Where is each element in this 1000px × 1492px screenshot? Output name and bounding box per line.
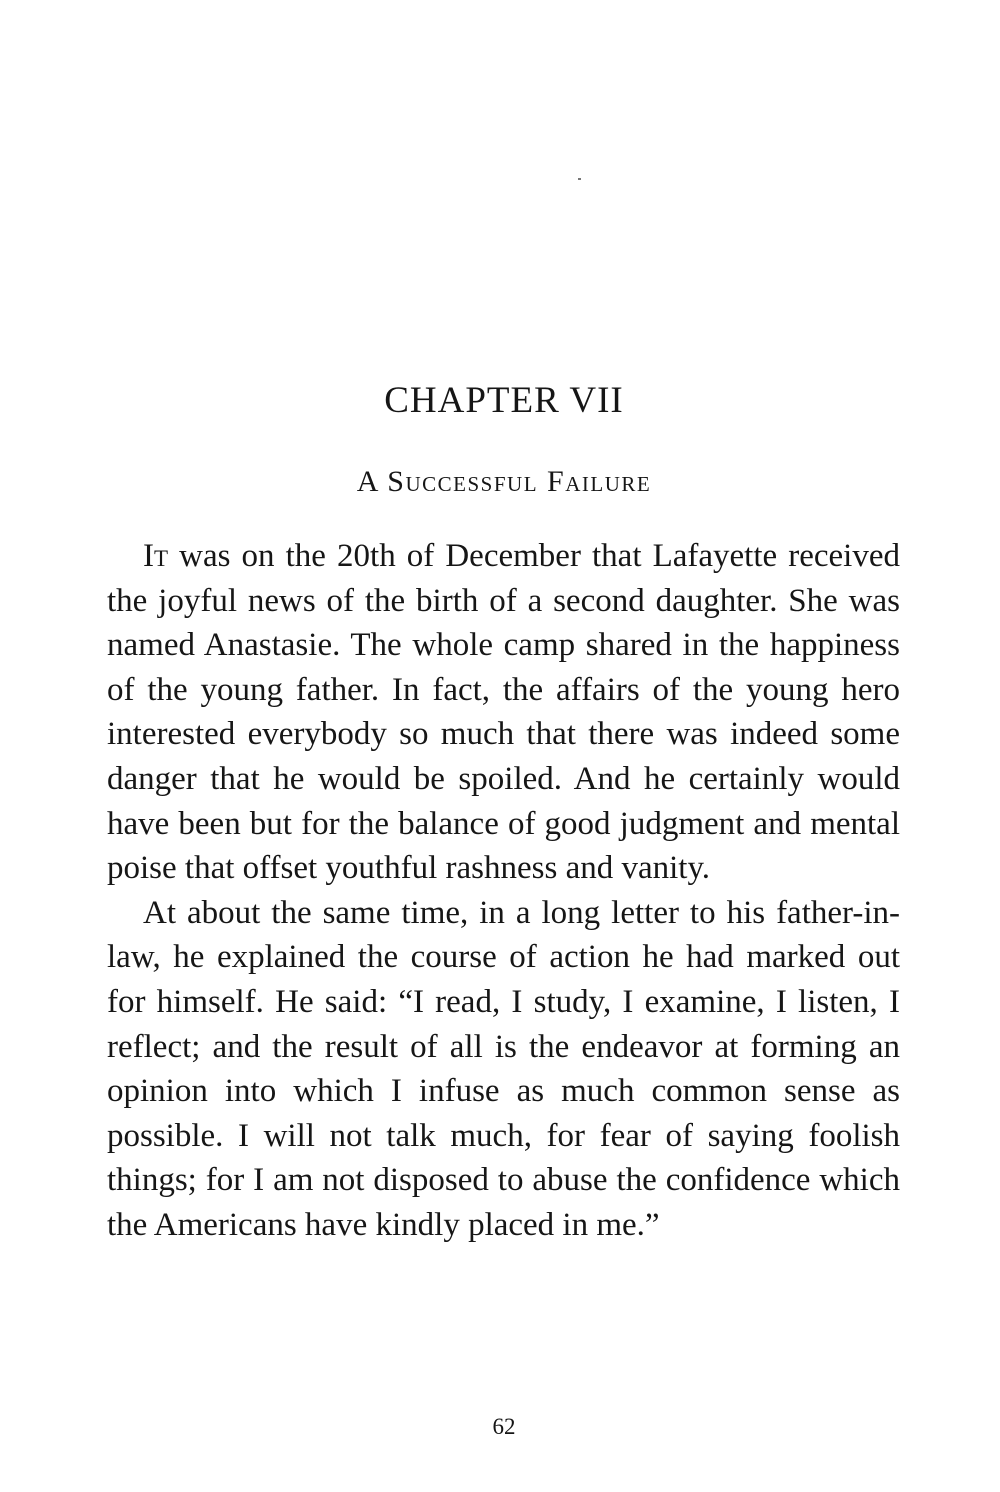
stray-mark: [578, 178, 581, 180]
paragraph-1-text: was on the 20th of December that Lafayette received the joyful news of the birth of a second daughter. She was named Anastasie. The whole camp shared in the happiness of the young father. In fact, the affairs of the young hero interested everybody so much that there was indeed some danger that he would be spoiled. And he certainly would have been but for the balance of good judgment and mental poise that offset youthful rashness and vanity.: [107, 538, 900, 887]
chapter-title: A Successful Failure: [356, 465, 652, 498]
page-number: 62: [492, 1414, 516, 1439]
body-text: [107, 534, 900, 1248]
paragraph-1-lead-word: It: [143, 538, 169, 574]
paragraph-1: [107, 534, 900, 891]
paragraph-2: [107, 891, 900, 1248]
paragraph-2-text: At about the same time, in a long letter to his father-in-law, he explained the course of action he had marked out for himself. He said: “I read, I study, I examine, I listen, I reflect; and the result of all is the endeavor at forming an opinion into which I infuse as much common sense as possible. I will not talk much, for fear of saying foolish things; for I am not disposed to abuse the confidence which the Americans have kindly placed in me.”: [107, 894, 900, 1243]
chapter-heading: CHAPTER VII: [384, 380, 624, 421]
